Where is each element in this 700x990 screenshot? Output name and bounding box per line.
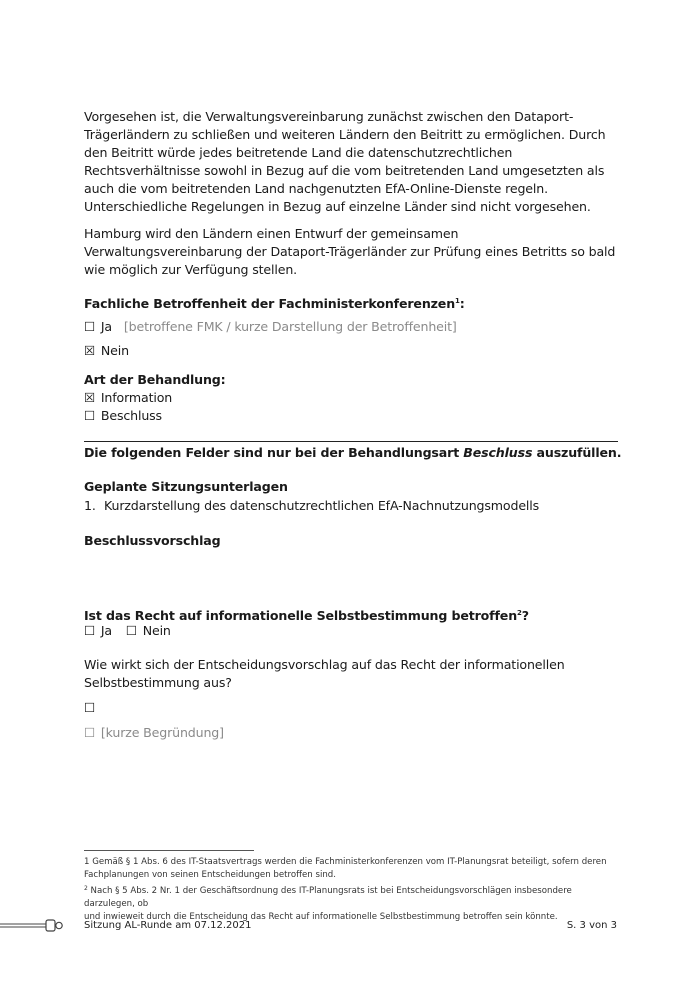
footnote-1 xyxy=(84,856,624,882)
body-paragraph-2: Hamburg wird den Ländern einen Entwurf der gemeinsamen Verwaltungsvereinbarung der Dataport-Trägerländer zur Prüfung eines Betritts so bald wie möglich zur Verfügung stellen. xyxy=(84,226,616,277)
footnote-ref-1: 1 xyxy=(455,297,460,305)
list-item-number: 1. xyxy=(84,498,96,513)
beschluss-notice xyxy=(84,444,621,462)
fmk-nein-label: Nein xyxy=(100,343,129,358)
fmk-heading-text: Fachliche Betroffenheit der Fachministerkonferenzen xyxy=(84,296,456,311)
art-heading: Art der Behandlung: xyxy=(84,372,226,387)
art-beschluss-checkbox[interactable]: ☐ xyxy=(84,408,96,423)
art-beschluss-option[interactable] xyxy=(84,407,162,425)
footnote-1-line1: 1 Gemäß § 1 Abs. 6 des IT-Staatsvertrags werden die Fachministerkonferenzen vom IT-Planungsrat beteiligt, sofern deren xyxy=(84,857,607,867)
recht-options xyxy=(84,622,171,640)
footnote-2 xyxy=(84,882,624,924)
wirkung-question-line2: Selbstbestimmung aus? xyxy=(84,675,232,690)
footnote-2-line2: und inwieweit durch die Entscheidung das Recht auf informationelle Selbstbestimmung betroffen sein könnte. xyxy=(84,912,558,922)
art-information-label: Information xyxy=(100,390,173,405)
unterlagen-list-item xyxy=(84,497,539,515)
section-divider xyxy=(84,441,618,442)
fmk-ja-option[interactable] xyxy=(84,318,457,336)
recht-question-mark: ? xyxy=(521,608,529,623)
unterlagen-heading: Geplante Sitzungsunterlagen xyxy=(84,479,288,494)
fmk-ja-label: Ja xyxy=(100,319,112,334)
wirkung-reason-option[interactable] xyxy=(84,724,224,742)
footnote-2-line1: Nach § 5 Abs. 2 Nr. 1 der Geschäftsordnung des IT-Planungsrats ist bei Entscheidungsvorschlägen insbesondere darzulegen, ob xyxy=(84,886,572,909)
fmk-heading-colon: : xyxy=(459,296,465,311)
fmk-ja-placeholder: [betroffene FMK / kurze Darstellung der Betroffenheit] xyxy=(123,319,457,334)
notice-suffix: auszufüllen. xyxy=(532,445,622,460)
body-paragraph-1: Vorgesehen ist, die Verwaltungsvereinbarung zunächst zwischen den Dataport-Trägerländern zu schließen und weiteren Ländern den Beitritt zu ermöglichen. Durch den Beitritt würde jedes beitretende Land die datenschutzrechtlichen Rechtsverhältnisse sowohl in Bezug auf die vom beitretenden Land umgesetzten als auch die vom beitretenden Land nachgenutzten EfA-Online-Dienste regeln. Unterschiedliche Regelungen in Bezug auf einzelne Länder sind nicht vorgesehen. xyxy=(84,109,606,214)
recht-nein-checkbox[interactable]: ☐ xyxy=(125,623,137,638)
art-information-option[interactable] xyxy=(84,389,172,407)
recht-nein-label: Nein xyxy=(142,623,171,638)
fmk-heading xyxy=(84,292,465,313)
fmk-nein-option[interactable] xyxy=(84,342,129,360)
list-item-text: Kurzdarstellung des datenschutzrechtlichen EfA-Nachnutzungsmodells xyxy=(104,498,540,513)
footer-left: Sitzung AL-Runde am 07.12.2021 xyxy=(84,920,252,931)
fmk-ja-checkbox[interactable]: ☐ xyxy=(84,319,96,334)
wirkung-reason-placeholder: [kurze Begründung] xyxy=(100,725,224,740)
art-beschluss-label: Beschluss xyxy=(100,408,162,423)
fmk-nein-checkbox[interactable]: ☒ xyxy=(84,343,96,358)
footnote-divider xyxy=(84,850,254,851)
footnote-1-line2: Fachplanungen von seinen Entscheidungen betroffen sind. xyxy=(84,870,336,880)
wirkung-question-line1: Wie wirkt sich der Entscheidungsvorschlag auf das Recht der informationellen xyxy=(84,657,565,672)
wirkung-checkbox-2[interactable]: ☐ xyxy=(84,725,96,740)
recht-ja-label: Ja xyxy=(100,623,112,638)
recht-question-text: Ist das Recht auf informationelle Selbstbestimmung betroffen xyxy=(84,608,518,623)
footnote-ref-2: 2 xyxy=(517,609,522,617)
footnote-2-marker: 2 xyxy=(84,885,88,892)
notice-prefix: Die folgenden Felder sind nur bei der Behandlungsart xyxy=(84,445,464,460)
art-information-checkbox[interactable]: ☒ xyxy=(84,390,96,405)
recht-ja-checkbox[interactable]: ☐ xyxy=(84,623,96,638)
footer-decoration-icon xyxy=(0,915,64,937)
wirkung-checkbox-1[interactable]: ☐ xyxy=(84,700,96,715)
footer-page-number: S. 3 von 3 xyxy=(566,920,617,931)
notice-emphasis: Beschluss xyxy=(463,445,533,460)
beschlussvorschlag-heading: Beschlussvorschlag xyxy=(84,533,221,548)
